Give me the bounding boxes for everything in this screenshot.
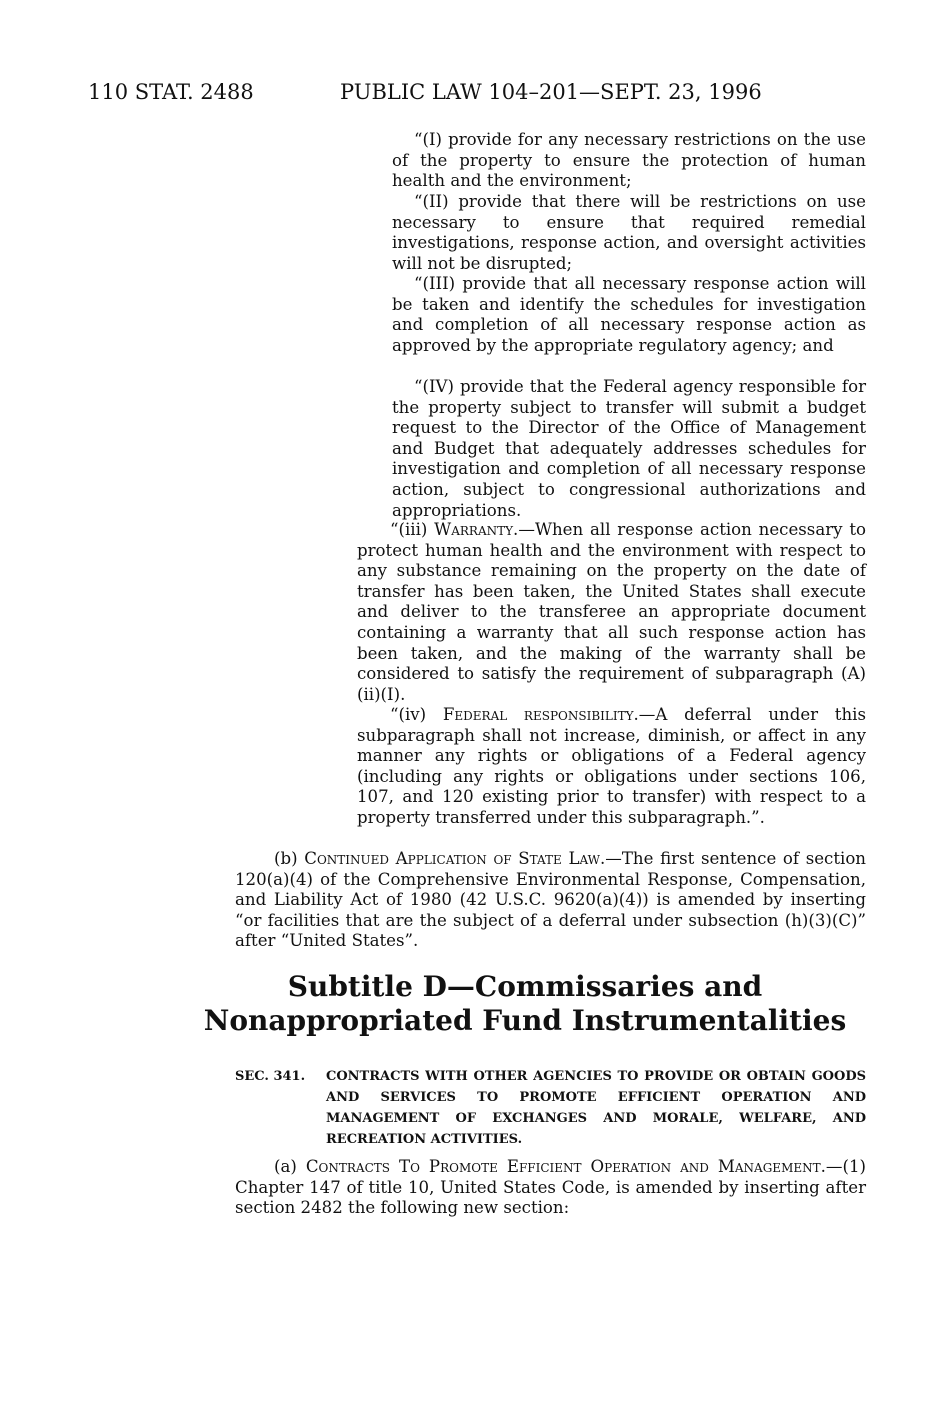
subtitle-heading [200, 970, 850, 1038]
clause-heading: Federal responsibility. [442, 705, 639, 724]
clause-iv-federal-responsibility [357, 705, 866, 829]
clause-text: —When all response action necessary to protect human health and the environment with respect to any substance remaining on the property on the date of transfer has been taken, the United States shall execute and deliver to the transferee an appropriate document containing a warranty that all such response action has been taken, and the making of the warranty shall be considered to satisfy the requirement of subparagraph (A)(ii)(I). [357, 520, 866, 704]
clause-heading: Warranty. [434, 520, 519, 539]
subsection-heading: Contracts To Promote Efficient Operation and Management. [305, 1157, 826, 1176]
clause-number: “(iv) [390, 705, 427, 724]
clause-text: provide that the Federal agency responsible for the property subject to transfer will submit a budget request to the Director of the Office of Management and Budget that adequately addresses schedules for investigation and completion of all necessary response action, subject to congressional authorizations and appropriations. [392, 377, 866, 520]
clause-number: “(iii) [390, 520, 428, 539]
clause-III [392, 274, 866, 356]
clause-text: provide that all necessary response action will be taken and identify the schedules for investigation and completion of all necessary response action as approved by the appropriate regulatory agency; and [392, 274, 866, 355]
clause-number: “(II) [414, 192, 449, 211]
law-title-header: PUBLIC LAW 104–201—SEPT. 23, 1996 [340, 80, 762, 104]
page-identifier: 110 STAT. 2488 [88, 80, 254, 104]
subtitle-line-1: Subtitle D—Commissaries and [287, 970, 763, 1003]
subsection-number: (b) [274, 849, 298, 868]
clause-I [392, 130, 866, 192]
section-number: SEC. 341. [235, 1069, 306, 1084]
subtitle-line-2: Nonappropriated Fund Instrumentalities [203, 1004, 847, 1037]
clause-text: —A deferral under this subparagraph shall not increase, diminish, or affect in any manner any rights or obligations of a Federal agency (including any rights or obligations under sections 106, 107, and 120 existing prior to transfer) with respect to a property transferred under this subparagraph.”. [357, 705, 866, 827]
subsection-text: —The first sentence of section 120(a)(4) of the Comprehensive Environmental Response, Compensation, and Liability Act of 1980 (42 U.S.C. 9620(a)(4)) is amended by inserting “or facilities that are the subject of a deferral under subsection (h)(3)(C)” after “United States”. [235, 849, 866, 951]
subsection-text: —(1) Chapter 147 of title 10, United States Code, is amended by inserting after section 2482 the following new section: [235, 1157, 866, 1218]
clause-text: provide for any necessary restrictions on the use of the property to ensure the protection of human health and the environment; [392, 130, 866, 191]
clause-iii-warranty [357, 520, 866, 705]
subsection-b [235, 849, 866, 952]
clause-number: “(III) [414, 274, 456, 293]
subsection-number: (a) [274, 1157, 297, 1176]
clause-II [392, 192, 866, 274]
subsection-heading: Continued Application of State Law. [304, 849, 606, 868]
section-heading [235, 1066, 866, 1150]
clause-number: “(I) [414, 130, 442, 149]
clause-text: provide that there will be restrictions on use necessary to ensure that required remedial investigations, response action, and oversight activities will not be disrupted; [392, 192, 867, 273]
clause-number: “(IV) [414, 377, 454, 396]
clause-IV [392, 377, 866, 521]
subsection-a [235, 1157, 866, 1219]
section-title: CONTRACTS WITH OTHER AGENCIES TO PROVIDE OR OBTAIN GOODS AND SERVICES TO PROMOTE EFFICIENT OPERATION AND MANAGEMENT OF EXCHANGES AND MORALE, WELFARE, AND RECREATION ACTIVITIES. [326, 1069, 866, 1147]
